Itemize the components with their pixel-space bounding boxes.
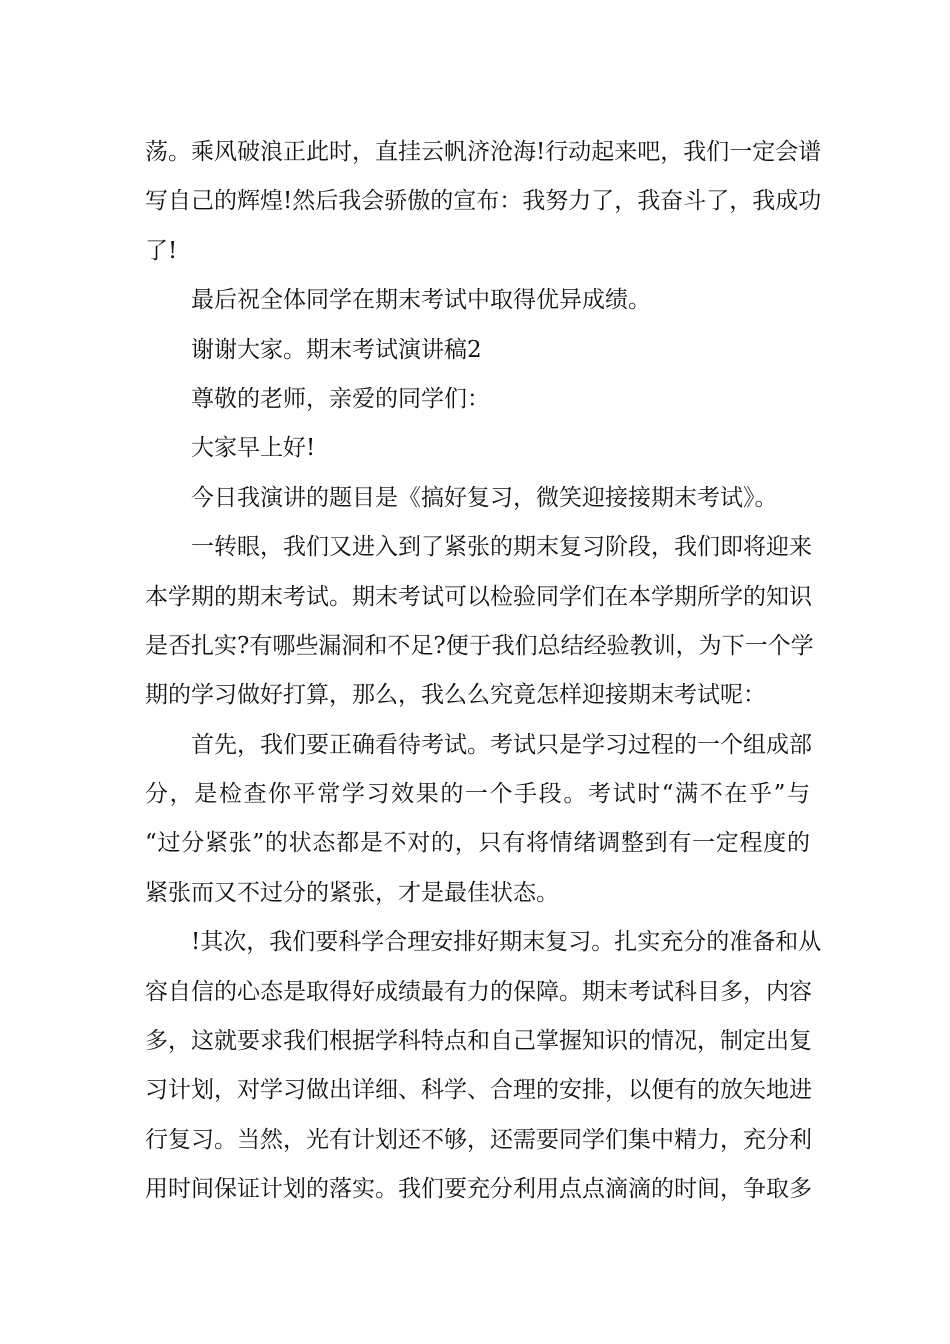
text-line: “过分紧张”的状态都是不对的，只有将情绪调整到有一定程度的 — [145, 830, 810, 857]
text-line: !其次，我们要科学合理安排好期末复习。扎实充分的准备和从 — [191, 929, 822, 956]
text-line: 荡。乘风破浪正此时，直挂云帆济沧海!行动起来吧，我们一定会谱 — [145, 139, 822, 165]
text-line: 本学期的期末考试。期末考试可以检验同学们在本学期所学的知识 — [145, 583, 812, 610]
text-line: 多，这就要求我们根据学科特点和自己掌握知识的情况，制定出复 — [145, 1028, 812, 1055]
text-line: 今日我演讲的题目是《搞好复习，微笑迎接接期末考试》。 — [191, 484, 778, 511]
text-line: 行复习。当然，光有计划还不够，还需要同学们集中精力，充分利 — [145, 1126, 812, 1153]
text-line: 了! — [145, 237, 178, 264]
text-line: 紧张而又不过分的紧张，才是最佳状态。 — [145, 879, 559, 906]
text-line: 首先，我们要正确看待考试。考试只是学习过程的一个组成部 — [191, 731, 812, 758]
text-line: 大家早上好! — [191, 435, 316, 462]
text-line: 一转眼，我们又进入到了紧张的期末复习阶段，我们即将迎来 — [191, 534, 812, 561]
text-line: 容自信的心态是取得好成绩最有力的保障。期末考试科目多，内容 — [145, 978, 812, 1005]
text-line: 最后祝全体同学在期末考试中取得优异成绩。 — [191, 287, 651, 314]
text-line: 尊敬的老师，亲爱的同学们： — [191, 385, 490, 412]
text-line: 写自己的辉煌!然后我会骄傲的宣布：我努力了，我奋斗了，我成功 — [145, 188, 822, 215]
text-line: 分，是检查你平常学习效果的一个手段。考试时“满不在乎”与 — [145, 781, 810, 808]
text-line: 用时间保证计划的落实。我们要充分利用点点滴滴的时间，争取多 — [145, 1176, 812, 1203]
text-line: 习计划，对学习做出详细、科学、合理的安排，以便有的放矢地进 — [145, 1077, 812, 1104]
document-page — [145, 128, 822, 1215]
text-line: 谢谢大家。期末考试演讲稿2 — [191, 336, 482, 363]
text-line: 是否扎实?有哪些漏洞和不足?便于我们总结经验教训，为下一个学 — [145, 632, 814, 659]
text-line: 期的学习做好打算，那么，我么么究竟怎样迎接期末考试呢： — [145, 682, 766, 709]
